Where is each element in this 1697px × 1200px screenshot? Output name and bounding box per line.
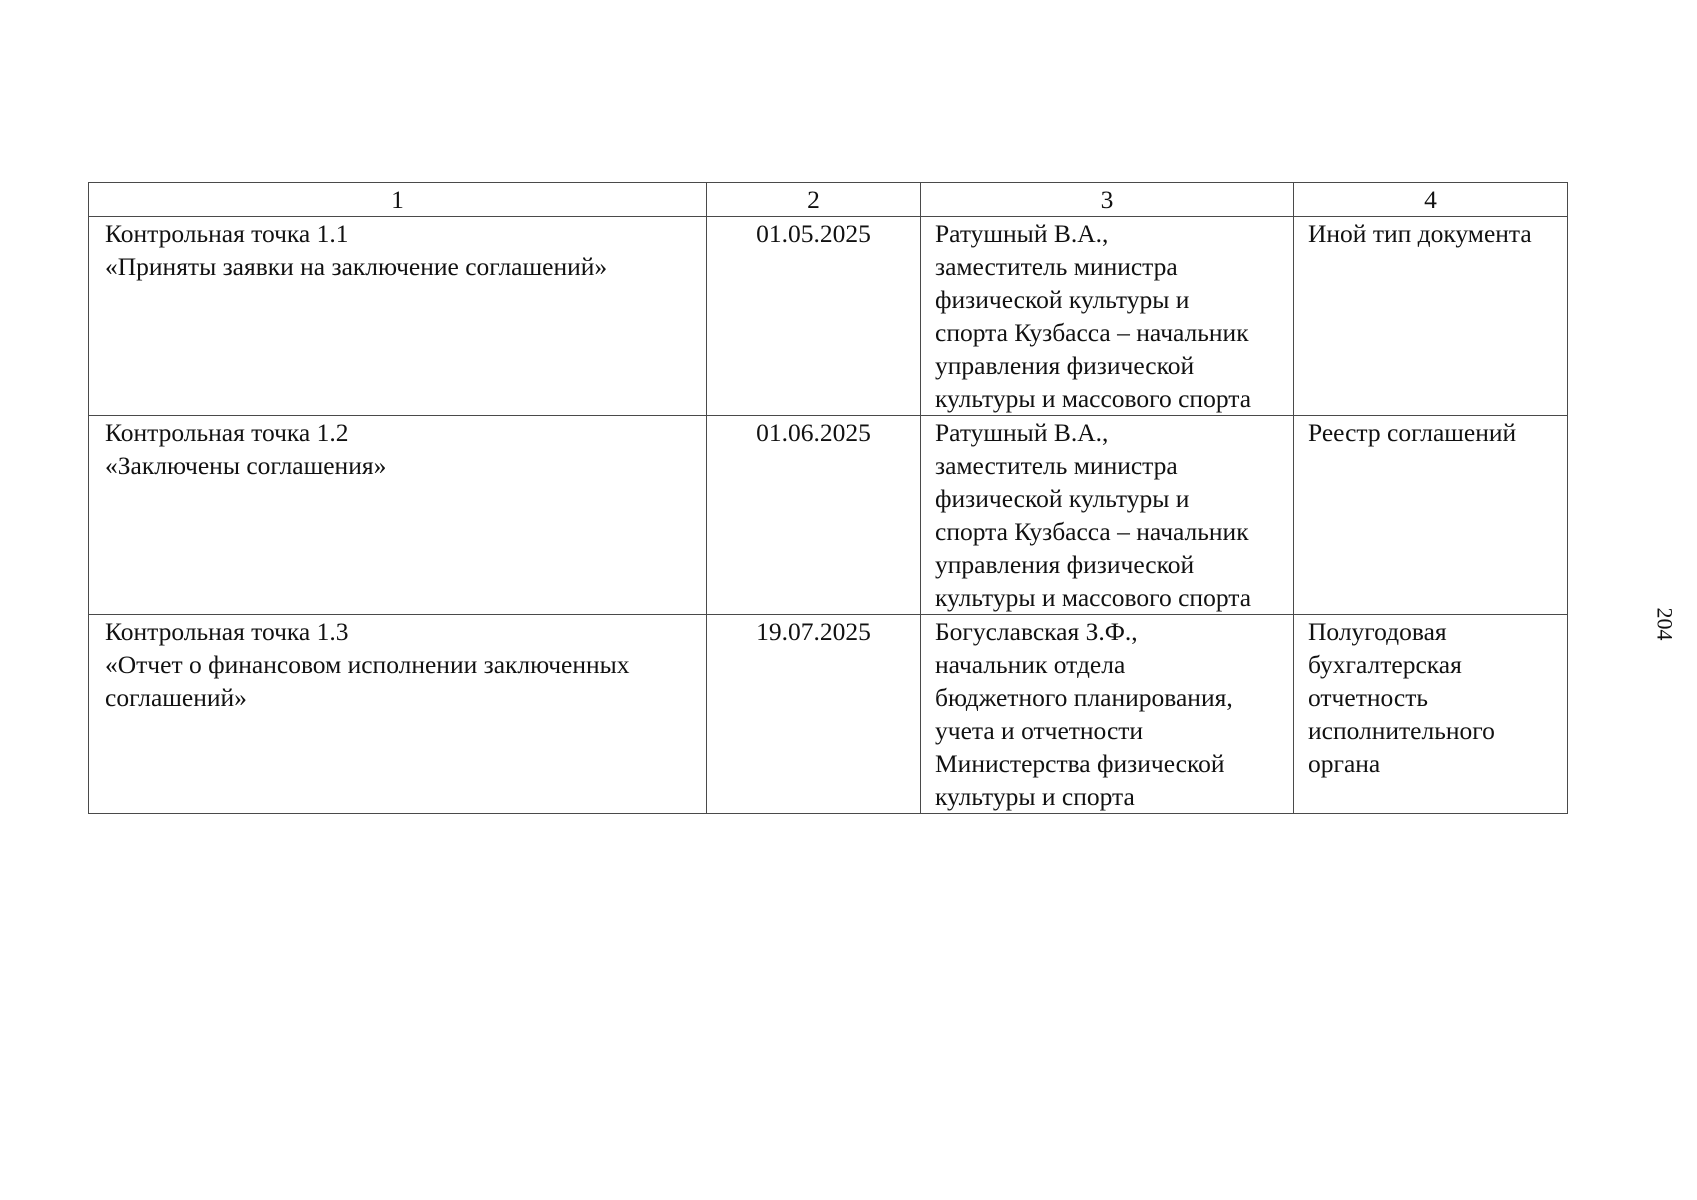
document-type-line: Реестр соглашений xyxy=(1308,418,1517,447)
responsible-line: учета и отчетности xyxy=(935,716,1144,745)
deadline-cell: 01.06.2025 xyxy=(707,416,921,615)
responsible-cell xyxy=(921,615,1294,814)
table-row xyxy=(89,416,1568,615)
responsible-line: Богуславская З.Ф., xyxy=(935,617,1138,646)
control-point-title: «Приняты заявки на заключение соглашений» xyxy=(105,252,608,281)
responsible-line: культуры и спорта xyxy=(935,782,1135,811)
deadline-cell: 19.07.2025 xyxy=(707,615,921,814)
table-row xyxy=(89,217,1568,416)
control-point-title: «Отчет о финансовом исполнении заключенных xyxy=(105,650,630,679)
responsible-line: Ратушный В.А., xyxy=(935,219,1109,248)
responsible-line: физической культуры и xyxy=(935,484,1190,513)
responsible-line: спорта Кузбасса – начальник xyxy=(935,318,1249,347)
control-point-label: Контрольная точка 1.3 xyxy=(105,617,349,646)
control-point-name-cell xyxy=(89,217,707,416)
document-type-cell xyxy=(1294,217,1568,416)
responsible-line: физической культуры и xyxy=(935,285,1190,314)
responsible-line: управления физической xyxy=(935,550,1195,579)
document-type-line: Иной тип документа xyxy=(1308,219,1532,248)
column-number-1: 1 xyxy=(89,183,707,217)
document-type-cell xyxy=(1294,615,1568,814)
column-number-3: 3 xyxy=(921,183,1294,217)
document-type-line: органа xyxy=(1308,749,1381,778)
column-number-2: 2 xyxy=(707,183,921,217)
responsible-line: Министерства физической xyxy=(935,749,1225,778)
responsible-line: заместитель министра xyxy=(935,252,1178,281)
responsible-line: спорта Кузбасса – начальник xyxy=(935,517,1249,546)
control-point-title: «Заключены соглашения» xyxy=(105,451,387,480)
deadline-cell: 01.05.2025 xyxy=(707,217,921,416)
control-point-name-cell xyxy=(89,416,707,615)
document-type-line: отчетность xyxy=(1308,683,1428,712)
responsible-line: управления физической xyxy=(935,351,1195,380)
table-row xyxy=(89,615,1568,814)
responsible-line: начальник отдела xyxy=(935,650,1126,679)
responsible-cell xyxy=(921,416,1294,615)
document-type-line: исполнительного xyxy=(1308,716,1495,745)
page-number: 204 xyxy=(1652,607,1678,641)
document-type-line: бухгалтерская xyxy=(1308,650,1462,679)
responsible-line: бюджетного планирования, xyxy=(935,683,1233,712)
document-type-cell xyxy=(1294,416,1568,615)
column-number-row xyxy=(89,183,1568,217)
control-point-title: соглашений» xyxy=(105,683,247,712)
control-point-label: Контрольная точка 1.2 xyxy=(105,418,349,447)
control-points-table xyxy=(88,182,1568,814)
document-type-line: Полугодовая xyxy=(1308,617,1447,646)
column-number-4: 4 xyxy=(1294,183,1568,217)
responsible-line: Ратушный В.А., xyxy=(935,418,1109,447)
responsible-line: заместитель министра xyxy=(935,451,1178,480)
responsible-cell xyxy=(921,217,1294,416)
control-point-name-cell xyxy=(89,615,707,814)
responsible-line: культуры и массового спорта xyxy=(935,384,1252,413)
responsible-line: культуры и массового спорта xyxy=(935,583,1252,612)
control-point-label: Контрольная точка 1.1 xyxy=(105,219,349,248)
